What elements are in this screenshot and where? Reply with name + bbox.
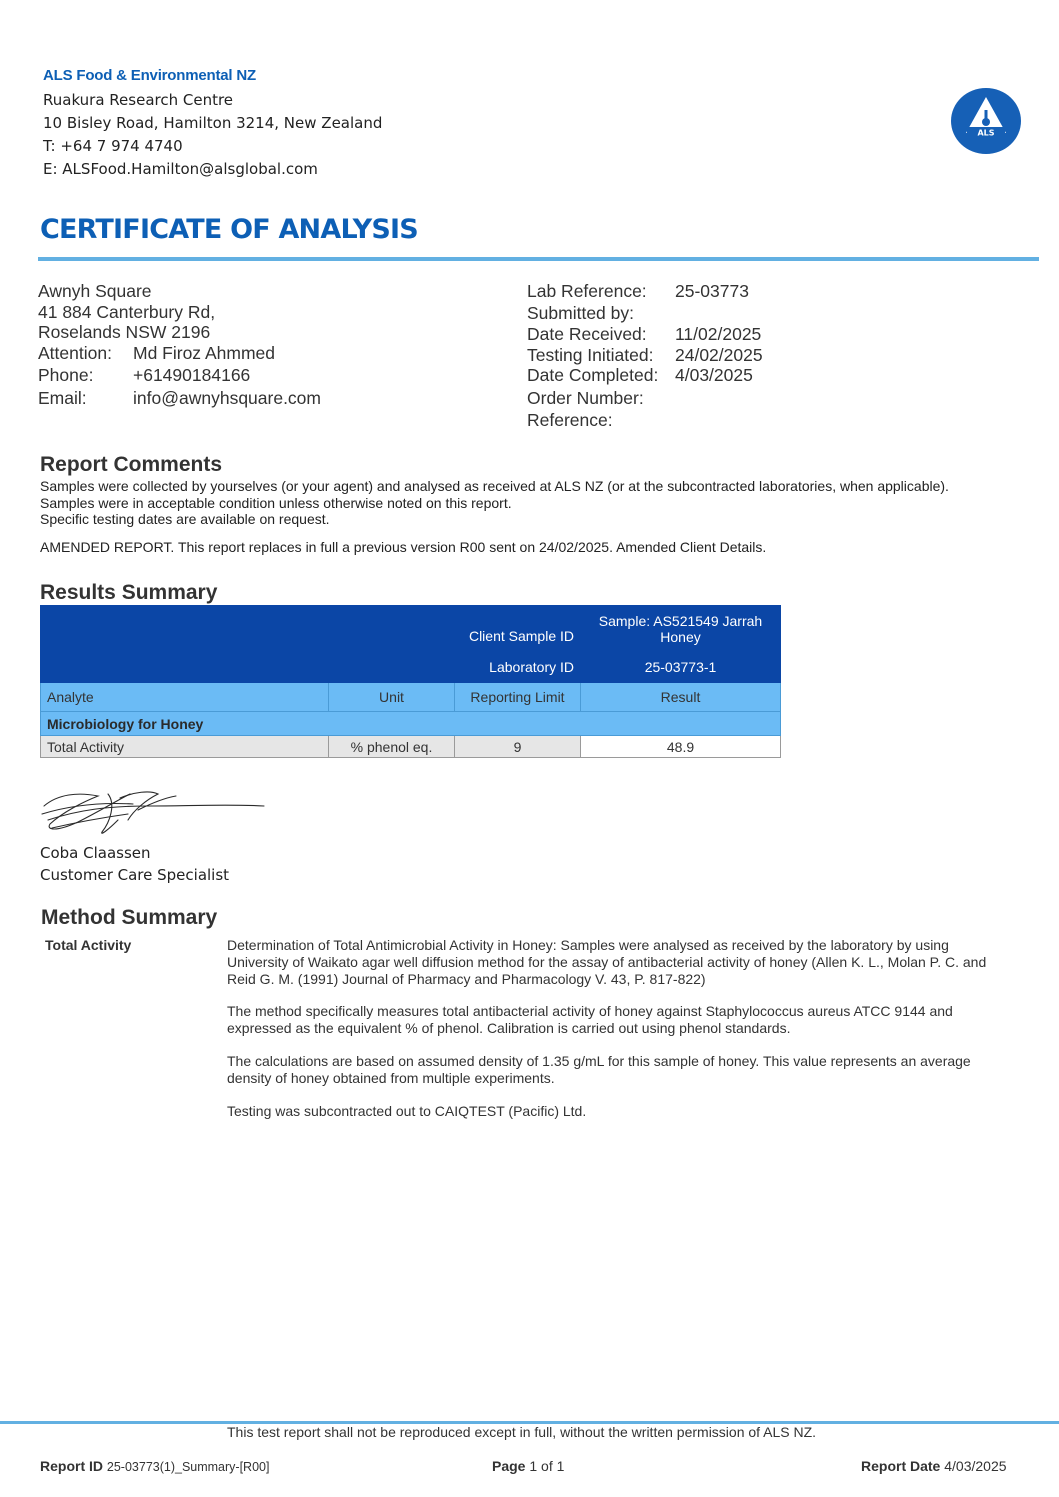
footer-report-id bbox=[40, 1458, 269, 1474]
result-cell: 48.9 bbox=[581, 736, 781, 758]
report-id-label: Report ID bbox=[40, 1458, 103, 1474]
report-comments bbox=[40, 478, 1030, 528]
client-address-line: Roselands NSW 2196 bbox=[38, 322, 211, 342]
sample-name: Sample: AS521549 Jarrah Honey bbox=[581, 606, 781, 652]
lab-reference-label: Lab Reference: bbox=[527, 281, 647, 301]
page-label: Page bbox=[492, 1458, 526, 1474]
laboratory-id-label: Laboratory ID bbox=[329, 652, 581, 683]
footer-report-date bbox=[861, 1458, 1007, 1474]
client-sample-id-label: Client Sample ID bbox=[329, 606, 581, 652]
date-completed-label: Date Completed: bbox=[527, 365, 659, 385]
method-paragraph: The method specifically measures total antibacterial activity of honey against Staphylococcus aureus ATCC 9144 and expressed as the equivalent % of phenol. Calibration is carried out using phenol standards. bbox=[227, 1003, 953, 1037]
footer-page bbox=[492, 1458, 564, 1474]
report-comments-heading: Report Comments bbox=[40, 453, 223, 476]
phone-label: Phone: bbox=[38, 365, 94, 385]
attention-value: Md Firoz Ahmmed bbox=[133, 343, 275, 363]
column-header-unit: Unit bbox=[329, 683, 455, 712]
lab-address-line: Ruakura Research Centre bbox=[43, 91, 234, 109]
client-name: Awnyh Square bbox=[38, 281, 152, 301]
comment-line: Samples were in acceptable condition unless otherwise noted on this report. bbox=[40, 494, 512, 511]
email-label: Email: bbox=[38, 388, 87, 408]
column-header-reporting-limit: Reporting Limit bbox=[455, 683, 581, 712]
method-paragraph: The calculations are based on assumed density of 1.35 g/mL for this sample of honey. This value represents an average density of honey obtained from multiple experiments. bbox=[227, 1052, 971, 1086]
unit-cell: % phenol eq. bbox=[329, 736, 455, 758]
lab-reference-value: 25-03773 bbox=[675, 281, 749, 301]
signature-image bbox=[38, 784, 268, 842]
column-header-analyte: Analyte bbox=[41, 683, 329, 712]
testing-initiated-value: 24/02/2025 bbox=[675, 345, 763, 365]
reporting-limit-cell: 9 bbox=[455, 736, 581, 758]
lab-address-line: 10 Bisley Road, Hamilton 3214, New Zealand bbox=[43, 114, 383, 132]
method-paragraph: Determination of Total Antimicrobial Activity in Honey: Samples were analysed as received by the laboratory by using University of Waikato agar well diffusion method for the assay of antibacterial activity of honey (Allen K. L., Molan P. C. and Reid G. M. (1991) Journal of Pharmacy and Pharmacology V. 43, P. 817-822) bbox=[227, 937, 987, 987]
document-title: CERTIFICATE OF ANALYSIS bbox=[40, 214, 418, 245]
method-paragraph: Testing was subcontracted out to CAIQTEST (Pacific) Ltd. bbox=[227, 1102, 587, 1119]
phone-value: +61490184166 bbox=[133, 365, 251, 385]
comment-line: Samples were collected by yourselves (or your agent) and analysed as received at ALS NZ (or at the subcontracted laboratories, when applicable). bbox=[40, 478, 949, 494]
lab-name: ALS Food & Environmental NZ bbox=[43, 67, 256, 84]
report-date-value: 4/03/2025 bbox=[944, 1458, 1007, 1474]
title-divider bbox=[38, 257, 1039, 261]
als-logo-icon bbox=[951, 88, 1021, 154]
amended-notice: AMENDED REPORT. This report replaces in full a previous version R00 sent on 24/02/2025. Amended Client Details. bbox=[40, 539, 767, 555]
results-table bbox=[40, 605, 781, 758]
signatory-role: Customer Care Specialist bbox=[40, 866, 230, 884]
submitted-by-label: Submitted by: bbox=[527, 303, 634, 323]
method-analyte-label: Total Activity bbox=[45, 937, 132, 953]
reference-label: Reference: bbox=[527, 410, 613, 430]
email-value: info@awnyhsquare.com bbox=[133, 388, 321, 408]
report-date-label: Report Date bbox=[861, 1458, 941, 1474]
method-summary-heading: Method Summary bbox=[41, 906, 218, 929]
analyte-group: Microbiology for Honey bbox=[41, 712, 781, 736]
signatory-name: Coba Claassen bbox=[40, 844, 151, 862]
footer-disclaimer: This test report shall not be reproduced except in full, without the written permission of ALS NZ. bbox=[227, 1424, 817, 1440]
results-summary-heading: Results Summary bbox=[40, 581, 218, 604]
attention-label: Attention: bbox=[38, 343, 112, 363]
signatory bbox=[40, 842, 229, 886]
date-received-value: 11/02/2025 bbox=[675, 324, 762, 344]
analyte-cell: Total Activity bbox=[41, 736, 329, 758]
report-id-value: 25-03773(1)_Summary-[R00] bbox=[106, 1460, 270, 1474]
column-header-result: Result bbox=[581, 683, 781, 712]
testing-initiated-label: Testing Initiated: bbox=[527, 345, 654, 365]
client-address-line: 41 884 Canterbury Rd, bbox=[38, 302, 216, 322]
lab-email: E: ALSFood.Hamilton@alsglobal.com bbox=[43, 160, 318, 178]
lab-phone: T: +64 7 974 4740 bbox=[43, 137, 183, 155]
logo-text: ALS bbox=[977, 128, 995, 138]
date-completed-value: 4/03/2025 bbox=[675, 365, 753, 385]
comment-line: Specific testing dates are available on request. bbox=[40, 511, 330, 527]
page-value: 1 of 1 bbox=[529, 1458, 565, 1474]
laboratory-id-value: 25-03773-1 bbox=[581, 652, 781, 683]
date-received-label: Date Received: bbox=[527, 324, 647, 344]
table-row bbox=[41, 736, 781, 758]
method-description bbox=[227, 937, 1007, 1135]
order-number-label: Order Number: bbox=[527, 388, 644, 408]
